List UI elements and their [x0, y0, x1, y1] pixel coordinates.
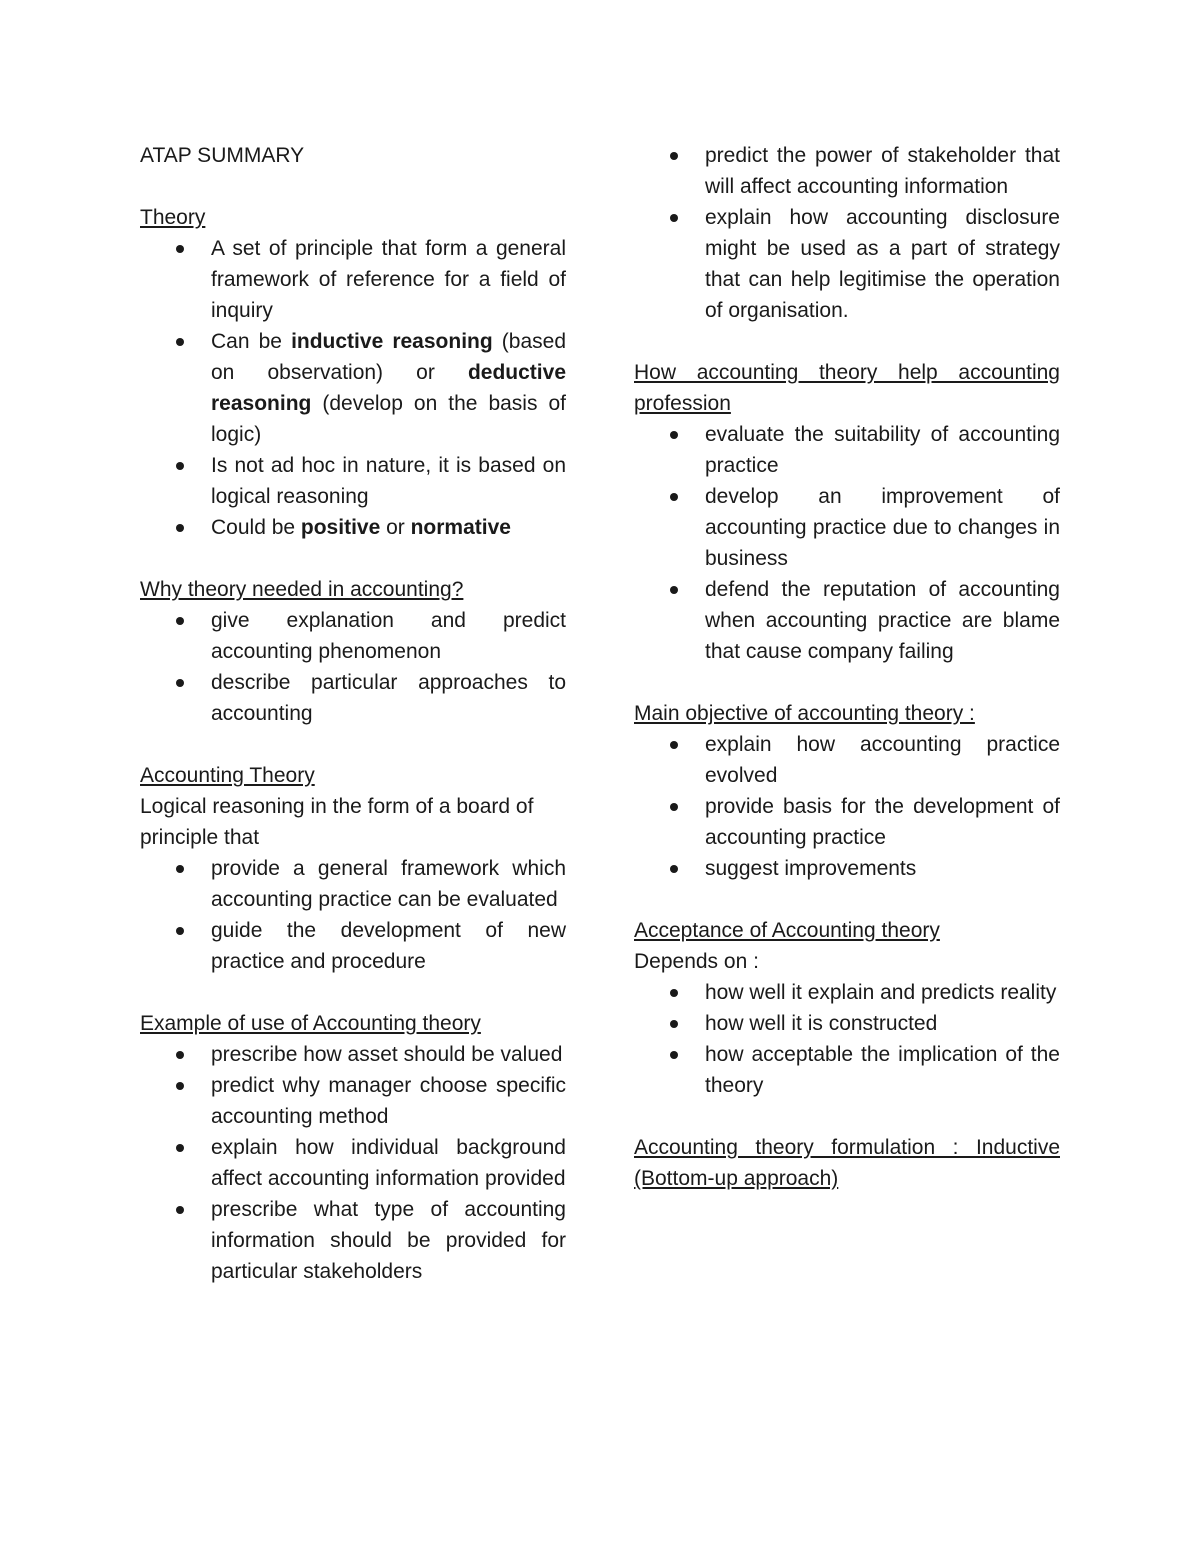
list-item: evaluate the suitability of accounting practice — [634, 419, 1060, 481]
acceptance-heading: Acceptance of Accounting theory — [634, 919, 940, 942]
profession-heading: How accounting theory help accounting profession — [634, 361, 1060, 415]
example-list — [140, 1039, 566, 1287]
accounting-theory-list — [140, 853, 566, 977]
list-item-text: Can be — [211, 330, 292, 353]
list-item: develop an improvement of accounting practice due to changes in business — [634, 481, 1060, 574]
deductive-reasoning-term: deductive reasoning — [211, 361, 566, 415]
list-item: predict the power of stakeholder that will affect accounting information — [634, 140, 1060, 202]
document-title: ATAP SUMMARY — [140, 144, 305, 167]
list-item — [140, 512, 566, 543]
list-item: predict why manager choose specific accounting method — [140, 1070, 566, 1132]
list-item: how well it explain and predicts reality — [634, 977, 1060, 1008]
accounting-theory-heading: Accounting Theory — [140, 764, 315, 787]
list-item: provide basis for the development of accounting practice — [634, 791, 1060, 853]
list-item: prescribe how asset should be valued — [140, 1039, 566, 1070]
list-item-text: (based on observation) or — [211, 330, 567, 384]
list-item — [140, 326, 566, 450]
why-heading: Why theory needed in accounting? — [140, 578, 464, 601]
list-item: guide the development of new practice and procedure — [140, 915, 566, 977]
list-item: A set of principle that form a general framework of reference for a field of inquiry — [140, 233, 566, 326]
list-item: defend the reputation of accounting when accounting practice are blame that cause company failing — [634, 574, 1060, 667]
list-item: Is not ad hoc in nature, it is based on logical reasoning — [140, 450, 566, 512]
list-item-text: (develop on the basis of logic) — [211, 392, 566, 446]
inductive-reasoning-term: inductive reasoning — [291, 330, 493, 353]
formulation-heading: Accounting theory formulation : Inductive (Bottom-up approach) — [634, 1136, 1060, 1190]
acceptance-list — [634, 977, 1060, 1101]
list-item: describe particular approaches to accounting — [140, 667, 566, 729]
objective-heading: Main objective of accounting theory : — [634, 702, 975, 725]
list-item: how acceptable the implication of the theory — [634, 1039, 1060, 1101]
continued-list — [634, 140, 1060, 326]
profession-list — [634, 419, 1060, 667]
list-item: explain how accounting practice evolved — [634, 729, 1060, 791]
normative-term: normative — [410, 516, 511, 539]
example-heading: Example of use of Accounting theory — [140, 1012, 481, 1035]
positive-term: positive — [300, 516, 381, 539]
left-column — [140, 140, 566, 1287]
list-item: prescribe what type of accounting information should be provided for particular stakeholders — [140, 1194, 566, 1287]
list-item: explain how individual background affect accounting information provided — [140, 1132, 566, 1194]
list-item: how well it is constructed — [634, 1008, 1060, 1039]
why-list — [140, 605, 566, 729]
objective-list — [634, 729, 1060, 884]
acceptance-intro: Depends on : — [634, 950, 759, 973]
list-item-text: or — [380, 516, 411, 539]
list-item: give explanation and predict accounting phenomenon — [140, 605, 566, 667]
list-item: provide a general framework which accounting practice can be evaluated — [140, 853, 566, 915]
list-item-text: Could be — [211, 516, 301, 539]
theory-list — [140, 233, 566, 543]
accounting-theory-intro: Logical reasoning in the form of a board of principle that — [140, 795, 534, 849]
theory-heading: Theory — [140, 206, 206, 229]
list-item: explain how accounting disclosure might be used as a part of strategy that can help legitimise the operation of organisation. — [634, 202, 1060, 326]
right-column — [634, 140, 1060, 1194]
list-item: suggest improvements — [634, 853, 1060, 884]
